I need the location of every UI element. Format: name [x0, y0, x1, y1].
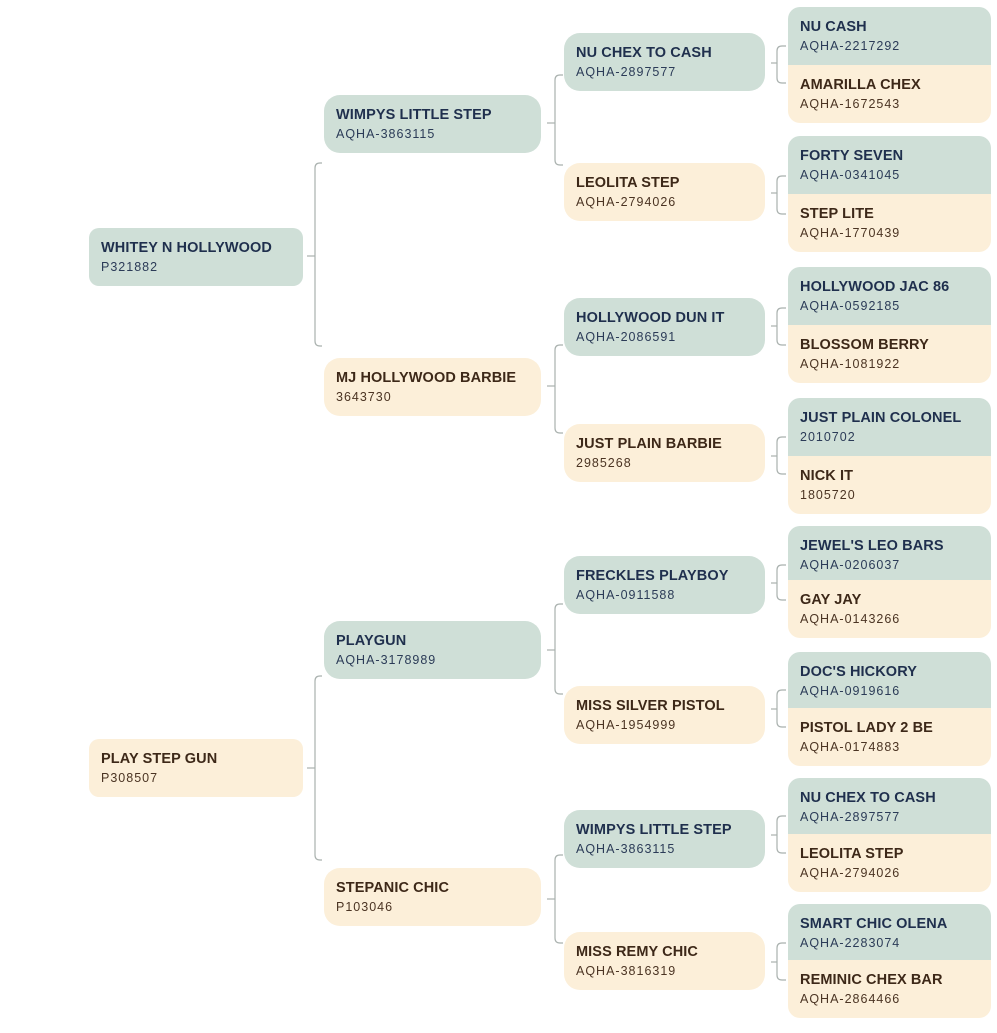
horse-name: NU CASH [800, 18, 867, 35]
connector-bracket [777, 308, 786, 345]
horse-name: STEPANIC CHIC [336, 879, 450, 896]
horse-card-play-step-gun[interactable] [89, 739, 303, 797]
horse-name: MISS SILVER PISTOL [576, 697, 725, 714]
horse-name: PISTOL LADY 2 BE [800, 719, 933, 736]
horse-registration: AQHA-0206037 [800, 557, 901, 572]
horse-name: SMART CHIC OLENA [800, 915, 948, 932]
sire-card[interactable] [324, 621, 541, 679]
horse-registration: AQHA-1770439 [800, 225, 901, 240]
granddam-card[interactable] [564, 686, 765, 744]
horse-name: BLOSSOM BERRY [800, 336, 929, 353]
great-grandsire-card[interactable] [788, 267, 991, 325]
great-granddam-card[interactable] [788, 708, 991, 766]
connector-bracket [777, 46, 786, 83]
horse-registration: AQHA-0911588 [576, 587, 676, 602]
horse-registration: P321882 [101, 259, 159, 274]
horse-name: JEWEL'S LEO BARS [800, 537, 944, 554]
connector-bracket [777, 437, 786, 474]
great-grandsire-card[interactable] [788, 136, 991, 194]
horse-name: REMINIC CHEX BAR [800, 971, 943, 988]
horse-name: JUST PLAIN COLONEL [800, 409, 962, 426]
horse-registration: AQHA-2217292 [800, 38, 901, 53]
horse-registration: AQHA-2283074 [800, 935, 901, 950]
horse-registration: AQHA-1954999 [576, 717, 677, 732]
horse-registration: P103046 [336, 899, 394, 914]
horse-registration: AQHA-0174883 [800, 739, 901, 754]
great-granddam-card[interactable] [788, 325, 991, 383]
connector-bracket [315, 163, 322, 346]
horse-registration: 1805720 [800, 487, 856, 502]
horse-name: STEP LITE [800, 205, 874, 222]
horse-registration: 2985268 [576, 455, 632, 470]
horse-registration: AQHA-2897577 [576, 64, 677, 79]
horse-name: NU CHEX TO CASH [576, 44, 712, 61]
granddam-card[interactable] [564, 424, 765, 482]
great-granddam-card[interactable] [788, 834, 991, 892]
horse-registration: AQHA-0143266 [800, 611, 901, 626]
great-granddam-card[interactable] [788, 960, 991, 1018]
connector-bracket [555, 75, 563, 165]
horse-registration: AQHA-2794026 [576, 194, 677, 209]
dam-card[interactable] [324, 868, 541, 926]
great-granddam-card[interactable] [788, 65, 991, 123]
horse-name: FRECKLES PLAYBOY [576, 567, 729, 584]
horse-name: LEOLITA STEP [800, 845, 904, 862]
grandsire-card[interactable] [564, 33, 765, 91]
horse-registration: 2010702 [800, 429, 856, 444]
horse-registration: AQHA-3816319 [576, 963, 677, 978]
granddam-card[interactable] [564, 932, 765, 990]
great-grandsire-card[interactable] [788, 778, 991, 836]
horse-registration: AQHA-0919616 [800, 683, 901, 698]
horse-registration: AQHA-1672543 [800, 96, 901, 111]
great-grandsire-card[interactable] [788, 7, 991, 65]
connector-bracket [777, 816, 786, 853]
great-grandsire-card[interactable] [788, 904, 991, 962]
horse-registration: AQHA-2897577 [800, 809, 901, 824]
great-granddam-card[interactable] [788, 456, 991, 514]
horse-name: JUST PLAIN BARBIE [576, 435, 722, 452]
connector-bracket [555, 855, 563, 943]
connector-bracket [777, 176, 786, 214]
great-granddam-card[interactable] [788, 194, 991, 252]
horse-name: WIMPYS LITTLE STEP [336, 106, 492, 123]
horse-registration: AQHA-0592185 [800, 298, 901, 313]
horse-name: MISS REMY CHIC [576, 943, 698, 960]
horse-name: AMARILLA CHEX [800, 76, 921, 93]
horse-name: HOLLYWOOD JAC 86 [800, 278, 950, 295]
horse-name: MJ HOLLYWOOD BARBIE [336, 369, 517, 386]
horse-registration: P308507 [101, 770, 159, 785]
horse-registration: AQHA-2086591 [576, 329, 677, 344]
horse-name: WIMPYS LITTLE STEP [576, 821, 732, 838]
dam-card[interactable] [324, 358, 541, 416]
horse-registration: AQHA-2864466 [800, 991, 901, 1006]
horse-name: DOC'S HICKORY [800, 663, 917, 680]
great-grandsire-card[interactable] [788, 526, 991, 584]
horse-name: NU CHEX TO CASH [800, 789, 936, 806]
connector-bracket [555, 345, 563, 433]
connector-bracket [777, 690, 786, 727]
horse-name: HOLLYWOOD DUN IT [576, 309, 725, 326]
great-grandsire-card[interactable] [788, 652, 991, 710]
connector-bracket [777, 565, 786, 600]
horse-name: WHITEY N HOLLYWOOD [101, 239, 272, 256]
sire-card[interactable] [324, 95, 541, 153]
horse-name: GAY JAY [800, 591, 862, 608]
horse-name: NICK IT [800, 467, 854, 484]
horse-name: PLAY STEP GUN [101, 750, 218, 767]
horse-registration: AQHA-3178989 [336, 652, 437, 667]
horse-registration: AQHA-1081922 [800, 356, 901, 371]
connector-bracket [777, 943, 786, 980]
granddam-card[interactable] [564, 163, 765, 221]
connector-bracket [315, 676, 322, 860]
great-granddam-card[interactable] [788, 580, 991, 638]
horse-registration: AQHA-2794026 [800, 865, 901, 880]
grandsire-card[interactable] [564, 810, 765, 868]
horse-name: PLAYGUN [336, 632, 407, 649]
horse-registration: AQHA-0341045 [800, 167, 901, 182]
horse-name: LEOLITA STEP [576, 174, 680, 191]
horse-name: FORTY SEVEN [800, 147, 904, 164]
horse-card-whitey-n-hollywood[interactable] [89, 228, 303, 286]
horse-registration: AQHA-3863115 [336, 126, 436, 141]
grandsire-card[interactable] [564, 556, 765, 614]
horse-registration: AQHA-3863115 [576, 841, 676, 856]
horse-registration: 3643730 [336, 389, 392, 404]
connector-bracket [555, 604, 563, 694]
grandsire-card[interactable] [564, 298, 765, 356]
great-grandsire-card[interactable] [788, 398, 991, 456]
